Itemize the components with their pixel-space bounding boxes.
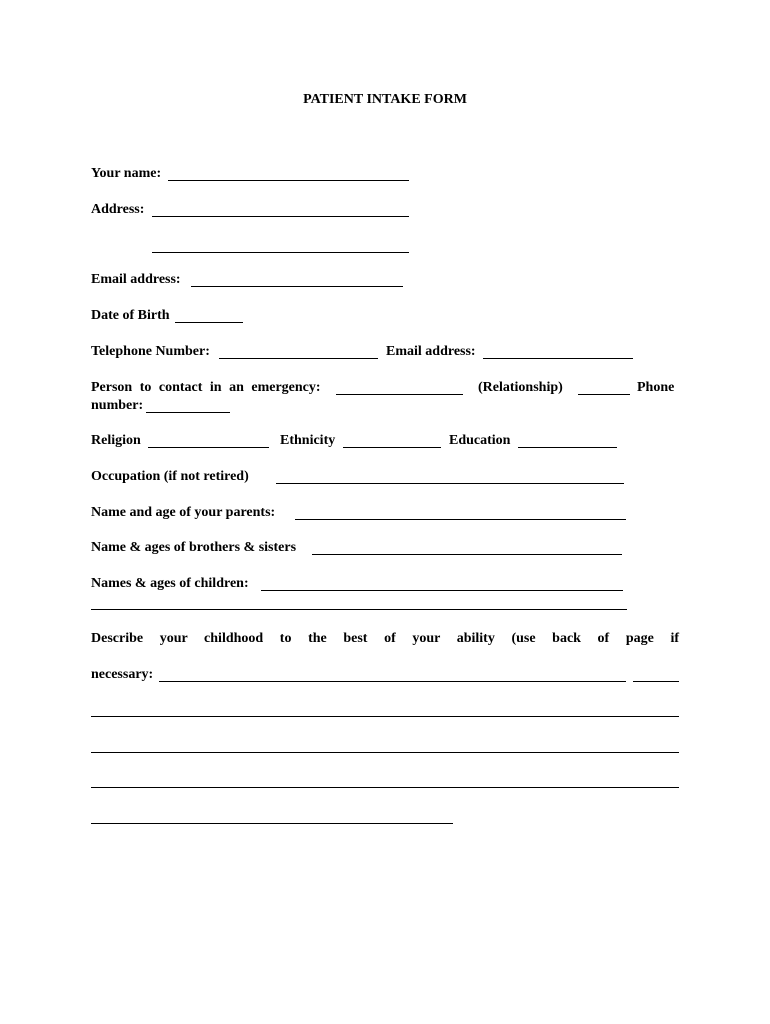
religion-field[interactable] — [148, 432, 269, 448]
email-label: Email address: — [91, 272, 181, 287]
address-field-2[interactable] — [152, 237, 409, 253]
emergency-label: Person to contact in an emergency: — [91, 380, 321, 395]
phone-number-field[interactable] — [146, 397, 230, 413]
childhood-row — [91, 630, 679, 650]
phone-number-label: number: — [91, 398, 144, 413]
education-field[interactable] — [518, 432, 617, 448]
email-label-2: Email address: — [386, 344, 476, 359]
childhood-field-3[interactable] — [91, 737, 679, 753]
education-label: Education — [449, 433, 511, 448]
ethnicity-field[interactable] — [343, 432, 441, 448]
your-name-field[interactable] — [168, 165, 409, 181]
siblings-label: Name & ages of brothers & sisters — [91, 540, 297, 555]
relationship-label: (Relationship) — [478, 380, 563, 395]
children-field-2[interactable] — [91, 594, 627, 610]
address-label: Address: — [91, 202, 145, 217]
childhood-field-1[interactable] — [159, 666, 626, 682]
religion-label: Religion — [91, 433, 141, 448]
email-field-2[interactable] — [483, 343, 633, 359]
necessary-label: necessary: — [91, 667, 154, 682]
childhood-field-2[interactable] — [91, 701, 679, 717]
siblings-field[interactable] — [312, 539, 622, 555]
your-name-label: Your name: — [91, 166, 162, 181]
occupation-label: Occupation (if not retired) — [91, 469, 249, 484]
address-field-1[interactable] — [152, 201, 409, 217]
childhood-field-1b[interactable] — [633, 666, 679, 682]
email-field[interactable] — [191, 271, 403, 287]
relationship-field[interactable] — [578, 379, 630, 395]
ethnicity-label: Ethnicity — [280, 433, 336, 448]
childhood-field-4[interactable] — [91, 772, 679, 788]
form-title: PATIENT INTAKE FORM — [303, 92, 467, 107]
emergency-field[interactable] — [336, 379, 463, 395]
childhood-field-5[interactable] — [91, 808, 453, 824]
telephone-label: Telephone Number: — [91, 344, 210, 359]
parents-label: Name and age of your parents: — [91, 505, 276, 520]
dob-field[interactable] — [175, 307, 243, 323]
children-label: Names & ages of children: — [91, 576, 249, 591]
childhood-label: Describe your childhood to the best of your ability (use back of page if — [91, 631, 679, 646]
dob-label: Date of Birth — [91, 308, 170, 323]
children-field[interactable] — [261, 575, 623, 591]
occupation-field[interactable] — [276, 468, 624, 484]
telephone-field[interactable] — [219, 343, 378, 359]
parents-field[interactable] — [295, 504, 626, 520]
phone-label: Phone — [637, 380, 675, 395]
